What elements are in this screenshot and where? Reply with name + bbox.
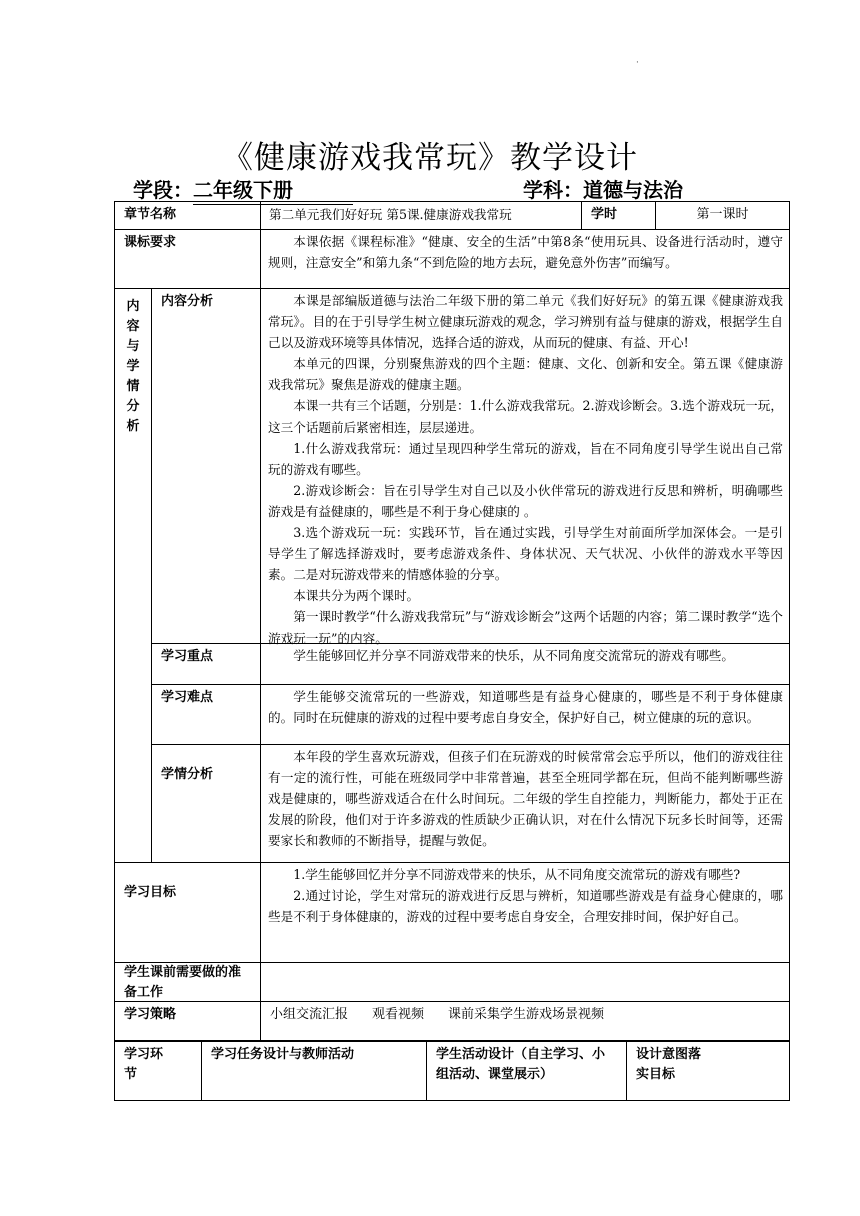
content-analysis-label-cell: [151, 288, 260, 643]
preparation-value-cell: [260, 962, 790, 1001]
learner-analysis-label: 学情分析: [161, 767, 214, 782]
period-label-cell: [581, 201, 655, 229]
period-label: 学时: [591, 207, 618, 222]
process-col2-cell: [201, 1040, 426, 1101]
period-value: 第一课时: [696, 207, 749, 222]
strategy-label: 学习策略: [124, 1007, 177, 1022]
subject-value: 道德与法治: [583, 178, 683, 202]
analysis-group-char: 析: [126, 419, 140, 434]
difficulty-label-cell: [151, 684, 260, 744]
content-paragraph: 第一课时教学“什么游戏我常玩”与“游戏诊断会”这两个话题的内容；第二课时教学“选个游戏玩一玩”的内容。: [268, 609, 783, 646]
process-col1-cell: [114, 1040, 201, 1101]
process-col1-label: 学习环节: [124, 1047, 164, 1082]
analysis-group-char: 内: [126, 299, 140, 314]
standard-label-cell: [114, 229, 260, 288]
content-analysis-label: 内容分析: [161, 294, 214, 309]
process-col4-cell: [626, 1040, 790, 1101]
stage-label: 学段：: [133, 178, 193, 202]
standard-paragraph: 本课依据《课程标准》“健康、安全的生活”中第8条“使用玩具、设备进行活动时，遵守规则，注意安全”和第九条“不到危险的地方去玩，避免意外伤害”而编写。: [268, 234, 783, 271]
period-value-cell: [655, 201, 790, 229]
analysis-group-cell: [114, 288, 151, 862]
subject-field: [523, 174, 683, 203]
strategy-value-cell: [260, 1001, 790, 1040]
key-point-label-cell: [151, 643, 260, 684]
chapter-label: 章节名称: [124, 207, 177, 222]
chapter-label-cell: [114, 201, 260, 229]
content-paragraph: 2.游戏诊断会：旨在引导学生对自己以及小伙伴常玩的游戏进行反思和辨析，明确哪些游戏是有益健康的，哪些是不利于身心健康的 。: [268, 482, 783, 519]
key-point-text-cell: [260, 643, 790, 684]
learner-analysis-text-cell: [260, 744, 790, 862]
analysis-group-char: 分: [126, 399, 140, 414]
key-point-label: 学习重点: [161, 649, 214, 664]
process-col3-cell: [426, 1040, 626, 1101]
difficulty-paragraph: 学生能够交流常玩的一些游戏，知道哪些是有益身心健康的，哪些是不利于身体健康的。同时在玩健康的游戏的过程中要考虑自身安全，保护好自己，树立健康的玩的意识。: [268, 689, 783, 726]
content-paragraph: 本课是部编版道德与法治二年级下册的第二单元《我们好好玩》的第五课《健康游戏我常玩》。目的在于引导学生树立健康玩游戏的观念，学习辨别有益与健康的游戏，根据学生自己以及游戏环境等具体情况，选择合适的游戏，从而玩的健康、有益、开心!: [268, 293, 783, 351]
analysis-group-char: 容: [126, 319, 140, 334]
difficulty-text-cell: [260, 684, 790, 744]
content-paragraph: 本课一共有三个话题，分别是：1.什么游戏我常玩。2.游戏诊断会。3.选个游戏玩一玩，这三个话题前后紧密相连，层层递进。: [268, 398, 783, 435]
content-paragraph: 3.选个游戏玩一玩：实践环节，旨在通过实践，引导学生对前面所学加深体会。一是引导学生了解选择游戏时，要考虑游戏条件、身体状况、天气状况、小伙伴的游戏水平等因素。二是对玩游戏带来的情感体验的分享。: [268, 525, 783, 583]
learner-analysis-label-cell: [151, 744, 260, 862]
objectives-text-cell: [260, 862, 790, 962]
subject-label: 学科：: [523, 178, 583, 202]
learner-paragraph: 本年段的学生喜欢玩游戏，但孩子们在玩游戏的时候常常会忘乎所以，他们的游戏往往有一定的流行性，可能在班级同学中非常普遍，甚至全班同学都在玩，但尚不能判断哪些游戏是健康的，哪些游戏适合在什么时间玩。二年级的学生自控能力，判断能力，都处于正在发展的阶段，他们对于许多游戏的性质缺少正确认识，对在什么情况下玩多长时间等，还需要家长和教师的不断指导，提醒与敦促。: [268, 749, 783, 849]
process-col4-label: 设计意图落实目标: [636, 1047, 702, 1082]
analysis-group-char: 学: [126, 359, 140, 374]
content-paragraph: 本课共分为两个课时。: [293, 588, 420, 604]
document-title: 《健康游戏我常玩》教学设计: [222, 140, 638, 176]
content-analysis-text-cell: [260, 288, 790, 646]
strategy-label-cell: [114, 1001, 260, 1040]
objective-paragraph: 2.通过讨论，学生对常玩的游戏进行反思与辨析，知道哪些游戏是有益身心健康的，哪些是不利于身体健康的，游戏的过程中要考虑自身安全，合理安排时间，保护好自己。: [268, 888, 783, 925]
stage-value: 二年级下册: [193, 174, 353, 205]
chapter-value: 第二单元我们好好玩 第5课.健康游戏我常玩: [269, 207, 512, 222]
strategy-item: 观看视频: [372, 1007, 425, 1022]
chapter-value-cell: [260, 201, 581, 229]
strategy-item: 课前采集学生游戏场景视频: [448, 1007, 605, 1022]
objectives-label: 学习目标: [124, 885, 177, 900]
analysis-group-char: 与: [126, 339, 140, 354]
process-col2-label: 学习任务设计与教师活动: [211, 1047, 355, 1062]
process-col3-label: 学生活动设计（自主学习、小组活动、课堂展示）: [436, 1047, 606, 1082]
preparation-label-cell: [114, 962, 260, 1001]
difficulty-label: 学习难点: [161, 690, 214, 705]
standard-label: 课标要求: [124, 235, 177, 250]
analysis-group-char: 情: [126, 379, 140, 394]
content-paragraph: 1.什么游戏我常玩：通过呈现四种学生常玩的游戏，旨在不同角度引导学生说出自己常玩的游戏有哪些。: [268, 440, 783, 477]
strategy-item: 小组交流汇报: [270, 1007, 349, 1022]
content-paragraph: 本单元的四课，分别聚焦游戏的四个主题：健康、文化、创新和安全。第五课《健康游戏我常玩》聚焦是游戏的健康主题。: [268, 356, 783, 393]
page-mark: ·: [636, 58, 639, 68]
objective-paragraph: 1.学生能够回忆并分享不同游戏带来的快乐，从不同角度交流常玩的游戏有哪些?: [293, 867, 741, 882]
standard-text-cell: [260, 229, 790, 288]
key-point-paragraph: 学生能够回忆并分享不同游戏带来的快乐，从不同角度交流常玩的游戏有哪些。: [293, 648, 734, 663]
objectives-label-cell: [114, 862, 260, 962]
preparation-label: 学生课前需要做的准备工作: [124, 965, 242, 1000]
